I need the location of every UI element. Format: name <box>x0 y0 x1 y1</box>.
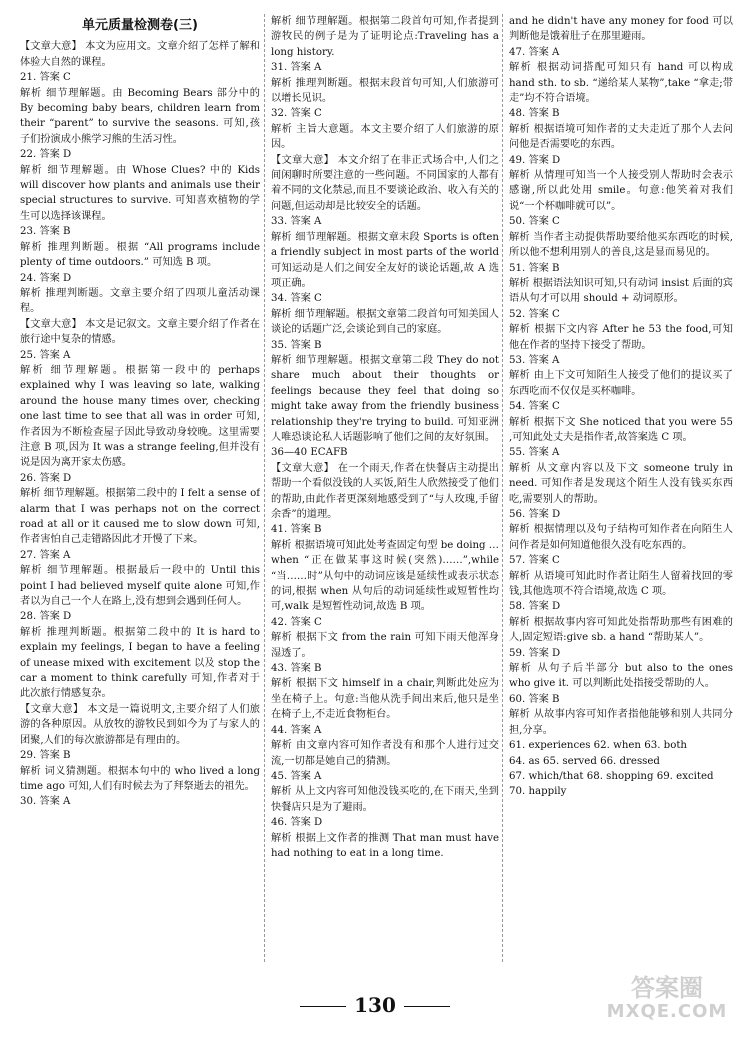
answer-line: 64. as 65. served 66. dressed <box>509 755 660 767</box>
answer-line: 解析 由上下文可知陌生人接受了他们的提议买了东西吃而不仅仅是买杯咖啡。 <box>509 370 733 397</box>
answer-line: 解析 细节理解题。根据第二段首句可知,作者提到游牧民的例子是为了证明论点:Traveling has a long history. <box>271 16 499 58</box>
answer-line: 【文章大意】 本文介绍了在非正式场合中,人们之间闲聊时所要注意的一些问题。不同国家的人都有着不同的文化禁忌,而且不要谈论政治、收入有关的问题,但运动却是比较安全的话题。 <box>271 154 499 212</box>
column-left-body <box>20 39 260 809</box>
answer-line: 60. 答案 B <box>509 693 560 705</box>
answer-line: 解析 细节理解题。根据文章第二段 They do not share much about their thoughts or feelings because they feel that doing so might take away from the friendly business relationship they're trying to build. 可知亚洲人唯恐谈论私人话题影响了他们之间的友好氛围。 <box>271 354 499 443</box>
answer-line: 59. 答案 D <box>509 647 561 659</box>
answer-line: 解析 根据语境可知作者的丈夫走近了那个人去问问他是否需要吃的东西。 <box>509 123 733 151</box>
answer-line: 35. 答案 B <box>271 339 322 351</box>
answer-line: 57. 答案 C <box>509 555 560 567</box>
answer-line: 47. 答案 A <box>509 46 560 58</box>
answer-line: 56. 答案 D <box>509 509 561 520</box>
column-right-body <box>509 14 733 800</box>
answer-line: 44. 答案 A <box>271 724 322 736</box>
answer-line: 解析 推理判断题。根据末段首句可知,人们旅游可以增长见识。 <box>271 77 499 105</box>
answer-line: 解析 根据下文内容 After he 53 the food,可知他在作者的坚持下接受了帮助。 <box>509 324 733 351</box>
answer-line: 42. 答案 C <box>271 616 322 628</box>
answer-line: 48. 答案 B <box>509 108 560 120</box>
answer-line: 46. 答案 D <box>271 817 323 829</box>
answer-line: 解析 细节理解题。根据文章末段 Sports is often a friendly subject in most parts of the world 可知运动是人们之间安全友好的谈论话题,故 A 选项正确。 <box>271 231 499 289</box>
answer-line: 解析 细节理解题。根据最后一段中的 Until this point I had believed myself quite alone 可知,作者以为自己一个人在路上,没有想到会遇到任何人。 <box>20 565 260 608</box>
answer-line: 解析 词义猜测题。根据本句中的 who lived a long time ago 可知,人们有时候去为了拜祭逝去的祖先。 <box>20 765 260 792</box>
site-watermark <box>592 976 742 1036</box>
answer-line: 21. 答案 C <box>20 72 71 84</box>
answer-line: 31. 答案 A <box>271 62 322 74</box>
answer-line: 解析 主旨大意题。本文主要介绍了人们旅游的原因。 <box>271 123 499 151</box>
answer-line: 23. 答案 B <box>20 226 71 238</box>
answer-line: 36—40 ECAFB <box>271 447 348 459</box>
answer-line: 27. 答案 A <box>20 549 71 561</box>
answer-line: 22. 答案 D <box>20 149 72 161</box>
answer-line: 49. 答案 D <box>509 154 561 166</box>
answer-line: 61. experiences 62. when 63. both <box>509 740 687 752</box>
answer-line: 54. 答案 C <box>509 401 560 413</box>
answer-line: 28. 答案 D <box>20 611 72 623</box>
answer-line: 25. 答案 A <box>20 349 71 361</box>
answer-line: 32. 答案 C <box>271 108 322 120</box>
answer-line: 解析 细节理解题。由 Becoming Bears 部分中的 By becoming baby bears, children learn from their “parent” to survive the seasons. 可知,孩子们扮演成小熊学习熊的生活习性。 <box>20 87 260 145</box>
answer-line: 解析 根据下文 She noticed that you were 55 ,可知此处丈夫是指作者,故答案选 C 项。 <box>509 416 733 443</box>
answer-line: 55. 答案 A <box>509 447 560 459</box>
answer-line: 70. happily <box>509 786 567 798</box>
answer-line: 26. 答案 D <box>20 472 72 484</box>
column-right <box>502 14 733 962</box>
answer-line: 45. 答案 A <box>271 770 322 782</box>
answer-line: 51. 答案 B <box>509 262 560 274</box>
answer-line: 解析 根据动词搭配可知只有 hand 可以构成 hand sth. to sb. “递给某人某物”,take “拿走;带走”均不符合语境。 <box>509 62 733 105</box>
answer-line: 解析 推理判断题。根据 “All programs include plenty of time outdoors.” 可知选 B 项。 <box>20 241 260 269</box>
answer-line: 33. 答案 A <box>271 216 322 228</box>
answer-page <box>20 14 732 962</box>
watermark-line2: MXQE.COM <box>606 1001 728 1022</box>
answer-line: 58. 答案 D <box>509 601 561 613</box>
answer-line: 43. 答案 B <box>271 663 322 675</box>
answer-line: 解析 从上文内容可知他没钱买吃的,在下雨天,坐到快餐店只是为了避雨。 <box>271 786 499 813</box>
answer-line: 解析 由文章内容可知作者没有和那个人进行过交流,一切都是她自己的猜测。 <box>271 740 499 767</box>
answer-line: 30. 答案 A <box>20 796 71 808</box>
page-number-text: 130 <box>354 993 396 1017</box>
answer-line: 解析 根据情理以及句子结构可知作者在向陌生人问作者是如何知道他很久没有吃东西的。 <box>509 524 733 551</box>
answer-line: 24. 答案 D <box>20 272 72 284</box>
page-number-left-rule <box>300 1006 346 1007</box>
answer-line: 41. 答案 B <box>271 524 322 536</box>
column-middle <box>264 14 499 962</box>
answer-line: 解析 根据语法知识可知,只有动词 insist 后面的宾语从句才可以用 should + 动词原形。 <box>509 277 733 305</box>
answer-line: 解析 从句子后半部分 but also to the ones who give it. 可以判断此处指接受帮助的人。 <box>509 663 733 690</box>
answer-line: 解析 根据故事内容可知此处指帮助那些有困难的人,固定短语:give sb. a hand “帮助某人”。 <box>509 616 733 644</box>
answer-line: 29. 答案 B <box>20 750 71 762</box>
answer-line: 解析 从语境可知此时作者让陌生人留着找回的零钱,其他选项不符合语境,故选 C 项。 <box>509 570 733 598</box>
answer-line: 34. 答案 C <box>271 293 322 305</box>
answer-line: 53. 答案 A <box>509 354 560 366</box>
answer-line: 67. which/that 68. shopping 69. excited <box>509 770 714 782</box>
answer-line: 【文章大意】 本文是记叙文。文章主要介绍了作者在旅行途中复杂的情感。 <box>20 318 260 346</box>
answer-line: 解析 细节理解题。根据第一段中的 perhaps explained why I was leaving so late, walking around the house many times over, checking one last time to see that all was in order 可知,作者因为不断检查屋子因此导致动身较晚。这里需要注意 B 项,因为 It was a strange feeling,但并没有说是因为离开家太伤感。 <box>20 364 260 469</box>
column-middle-body <box>271 14 499 861</box>
watermark-line1: 答案圈 <box>631 974 703 1002</box>
page-number-right-rule <box>404 1006 450 1007</box>
answer-line: 解析 当作者主动提供帮助要给他买东西吃的时候,所以他不想利用别人的善良,这是显而易见的。 <box>509 231 733 259</box>
answer-line: 解析 根据下文 from the rain 可知下雨天他浑身湿透了。 <box>271 632 499 659</box>
answer-line: 【文章大意】 本文是一篇说明文,主要介绍了人们旅游的各种原因。从放牧的游牧民到如今为了与家人的团聚,人们的每次旅游都是有理由的。 <box>20 703 260 746</box>
answer-line: 【文章大意】 在一个雨天,作者在快餐店主动提出帮助一个看似没钱的人买饭,陌生人欣然接受了他们的帮助,由此作者更深刻地感受到了“与人玫瑰,手留余香”的道理。 <box>271 462 499 520</box>
page-title: 单元质量检测卷(三) <box>82 18 198 33</box>
answer-line: 解析 细节理解题。根据文章第二段首句可知美国人谈论的话题广泛,会谈论到自己的家庭。 <box>271 308 499 336</box>
answer-line: 解析 根据下文 himself in a chair,判断此处应为坐在椅子上。句意:当他从洗手间出来后,他只是坐在椅子上,不走近食物柜台。 <box>271 678 499 721</box>
answer-line: 解析 推理判断题。根据第二段中的 It is hard to explain my feelings, I began to have a feeling of unease mixed with excitement 以及 stop the car a moment to think carefully 可知,作者对于此次旅行情感复杂。 <box>20 626 260 700</box>
answer-line: 解析 根据语境可知此处考查固定句型 be doing … when “正在做某事这时候(突然)……”,while “当……时”从句中的动词应该是延续性或表示状态的词,根据 when 从句后的动词延续性或短暂性均可,walk 是短暂性动词,故选 B 项。 <box>271 539 499 613</box>
answer-line: 解析 从情理可知当一个人接受别人帮助时会表示感谢,所以此处用 smile。句意:他笑着对我们说“一个杯咖啡就可以”。 <box>509 170 733 212</box>
answer-line: 50. 答案 C <box>509 216 560 228</box>
answer-line: 解析 根据上文作者的推测 That man must have had nothing to eat in a long time. <box>271 832 499 859</box>
answer-line: 解析 推理判断题。文章主要介绍了四项儿童活动课程。 <box>20 287 260 315</box>
answer-line: 解析 从故事内容可知作者指他能够和别人共同分担,分享。 <box>509 709 733 736</box>
answer-line: 解析 细节理解题。由 Whose Clues? 中的 Kids will discover how plants and animals use their special structures to survive. 可知喜欢植物的学生可以选择该课程。 <box>20 164 260 222</box>
answer-line: 解析 从文章内容以及下文 someone truly in need. 可知作者是发现这个陌生人没有钱买东西吃,需要别人的帮助。 <box>509 462 733 505</box>
column-left <box>20 14 260 962</box>
answer-line: 解析 细节理解题。根据第二段中的 I felt a sense of alarm that I was perhaps not on the correct road at all or it caused me to slow down 可知,作者害怕自己走错路因此才开慢了下来。 <box>20 488 260 546</box>
answer-line: and he didn't have any money for food 可以判断他是饿着肚子在那里避雨。 <box>509 16 733 43</box>
answer-line: 【文章大意】 本文为应用文。文章介绍了怎样了解和体验大自然的课程。 <box>20 41 260 68</box>
answer-line: 52. 答案 C <box>509 308 560 320</box>
